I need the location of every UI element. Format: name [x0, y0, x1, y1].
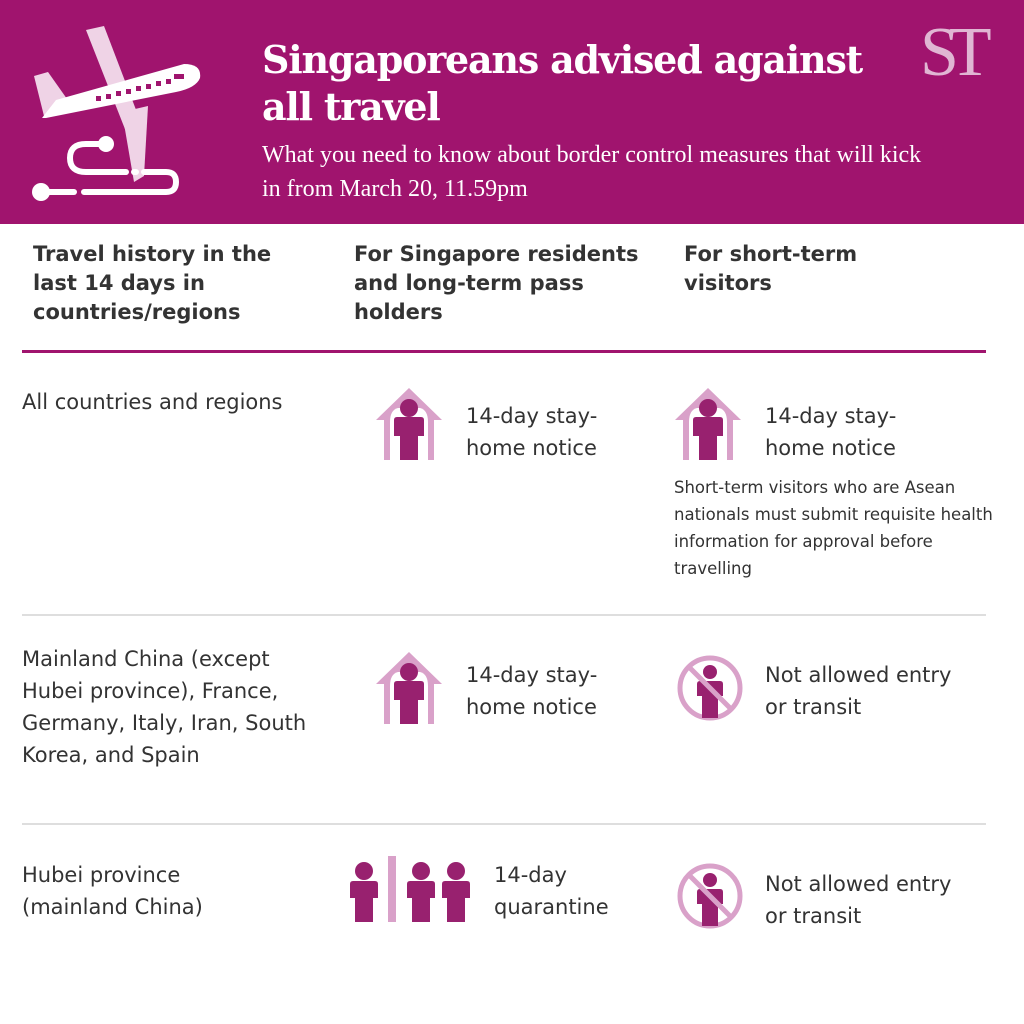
row-1-residents-measure: 14-day stay-home notice — [466, 404, 598, 460]
row-divider — [22, 823, 986, 825]
st-logo: ST — [920, 14, 982, 91]
home-person-icon — [376, 388, 442, 460]
home-person-icon — [376, 652, 442, 724]
home-person-icon — [675, 388, 741, 460]
column-header-travel-history: Travel history in the last 14 days in countries/regions — [33, 242, 272, 324]
column-header-residents: For Singapore residents and long-term pass holders — [354, 242, 639, 324]
row-1-region: All countries and regions — [22, 390, 283, 414]
header-divider — [22, 350, 986, 353]
row-1-visitors-measure: 14-day stay-home notice — [765, 404, 897, 460]
row-1-visitors-note: Short-term visitors who are Asean nationals must submit requisite health information for approval before travelling — [674, 478, 993, 578]
airplane-takeoff-icon — [26, 26, 206, 206]
page-title: Singaporeans advised against all travel — [262, 37, 862, 129]
row-3-residents-measure: 14-day quarantine — [494, 863, 609, 919]
no-entry-person-icon — [676, 654, 744, 722]
column-header-visitors: For short-term visitors — [684, 242, 858, 295]
quarantine-people-icon — [348, 856, 472, 924]
row-2-residents-measure: 14-day stay-home notice — [466, 663, 598, 719]
no-entry-person-icon — [676, 862, 744, 930]
row-3-region: Hubei province (mainland China) — [22, 863, 203, 919]
row-2-region: Mainland China (except Hubei province), France, Germany, Italy, Iran, South Korea, and Spain — [22, 647, 307, 767]
row-2-visitors-measure: Not allowed entry or transit — [765, 663, 952, 719]
header-banner — [0, 0, 1024, 224]
page-subtitle: What you need to know about border control measures that will kick in from March 20, 11.59pm — [262, 142, 922, 202]
row-3-visitors-measure: Not allowed entry or transit — [765, 872, 952, 928]
row-divider — [22, 614, 986, 616]
